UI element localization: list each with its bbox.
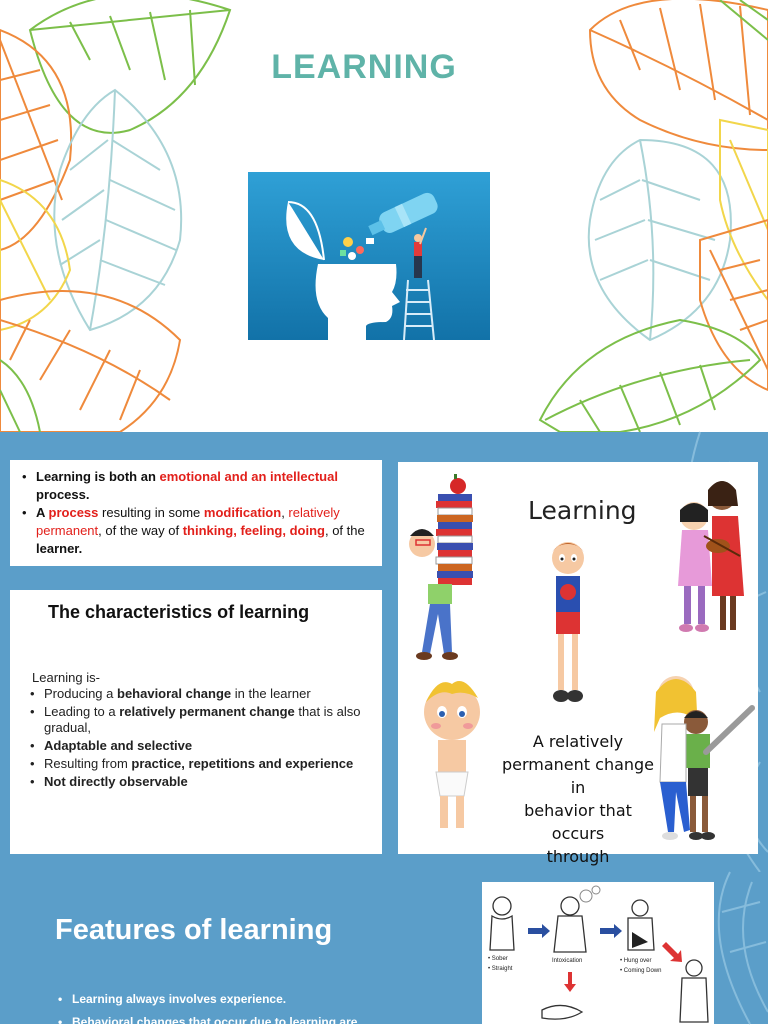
label-intoxication: Intoxication	[552, 958, 583, 964]
cartoon-title: Learning	[528, 496, 637, 525]
label-hung-over: • Hung over	[620, 958, 652, 964]
baby-figure	[418, 672, 488, 842]
features-title: Features of learning	[55, 914, 333, 946]
definition-slide	[0, 432, 768, 872]
definition-item: • Learning is both an emotional and an intellectual process.	[14, 468, 376, 504]
stages-sketch	[482, 882, 714, 1032]
title-slide	[0, 0, 768, 432]
girls-with-violin-figure	[668, 476, 748, 646]
characteristics-heading: The characteristics of learning	[48, 602, 310, 622]
characteristic-item: • Not directly observable	[22, 774, 378, 790]
characteristic-item: • Leading to a relatively permanent change that is also gradual,	[22, 704, 378, 736]
boy-standing-figure	[544, 534, 592, 714]
definition-item: • A process resulting in some modification, relatively permanent, of the way of thinking, feeling, doing, of the learner.	[14, 504, 376, 558]
characteristic-item: • Resulting from practice, repetitions and experience	[22, 756, 378, 772]
slide-title: LEARNING	[271, 48, 457, 86]
label-straight: • Straight	[488, 966, 513, 972]
characteristics-lead: Learning is-	[32, 670, 100, 685]
learning-head-illustration	[248, 172, 490, 340]
feature-item: • Learning always involves experience.	[50, 988, 430, 1011]
characteristic-item: • Adaptable and selective	[22, 738, 378, 754]
learning-definition: A relatively permanent change in behavior that occurs through	[501, 732, 655, 866]
label-sober: • Sober	[488, 956, 508, 962]
features-slide	[0, 872, 768, 1029]
boy-with-books-figure	[402, 474, 476, 664]
characteristic-item: • Producing a behavioral change in the learner	[22, 686, 378, 702]
intoxication-stages-diagram	[482, 882, 714, 1032]
characteristics-box	[10, 590, 382, 854]
label-coming-down: • Coming Down	[620, 968, 662, 974]
kids-with-bat-figure	[650, 672, 754, 852]
learning-cartoon-box	[398, 462, 758, 866]
definition-box	[10, 460, 382, 566]
feature-item: • Behavioral changes that occur due to learning are	[50, 1011, 430, 1034]
